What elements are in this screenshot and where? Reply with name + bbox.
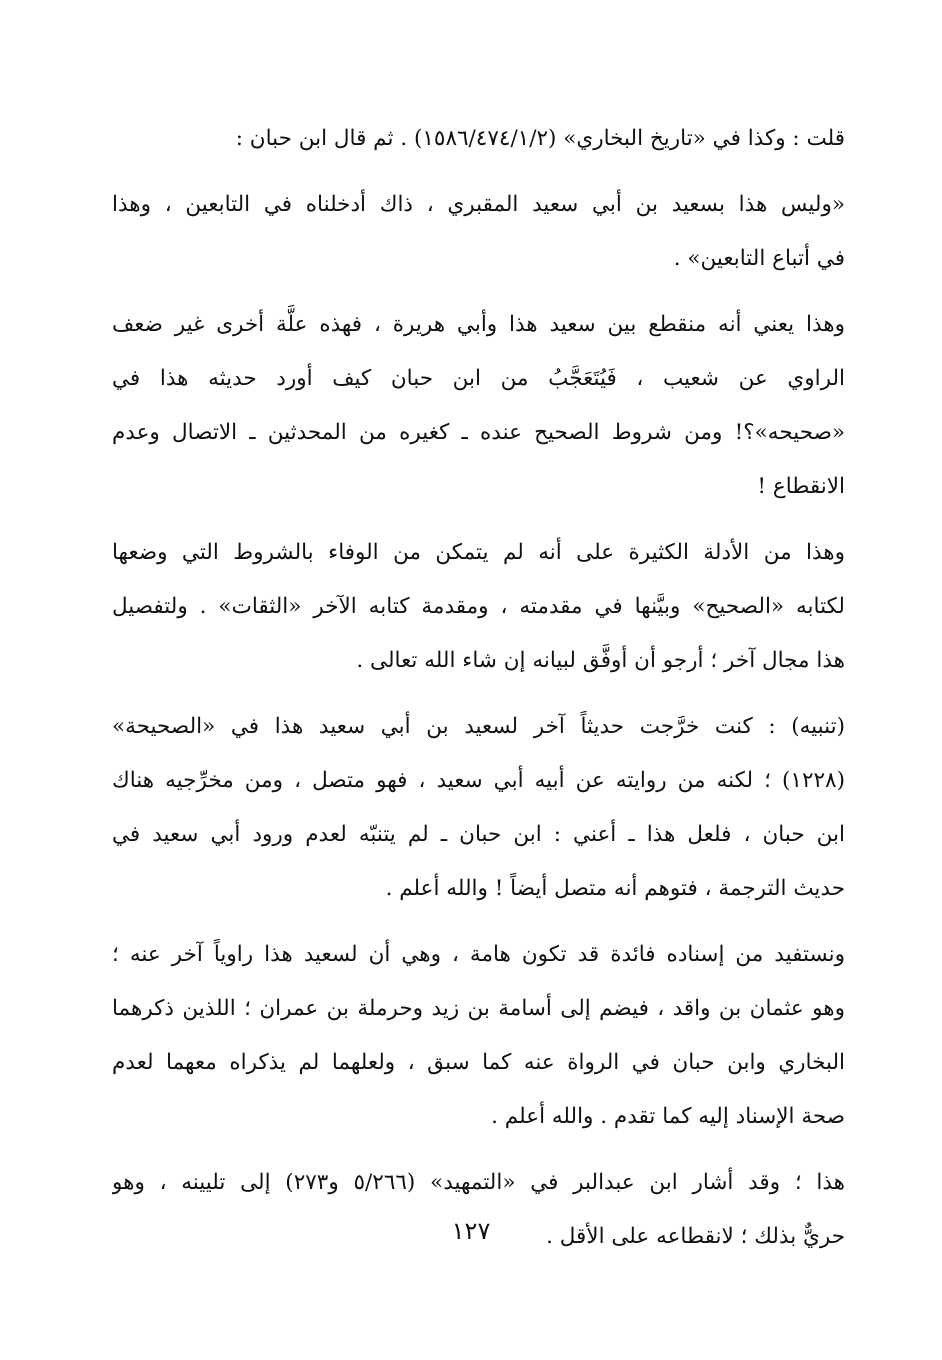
page-number: ١٢٧ xyxy=(451,1217,491,1245)
text-line: صحة الإسناد إليه كما تقدم . والله أعلم . xyxy=(491,1104,845,1129)
paragraph xyxy=(112,112,845,166)
text-line: (١٢٢٨) ؛ لكنه من روايته عن أبيه أبي سعيد ، فهو متصل ، ومن مخرِّجيه هناك xyxy=(112,768,845,793)
text-line: (تنبيه) : كنت خرَّجت حديثاً آخر لسعيد بن أبي سعيد هذا في «الصحيحة» xyxy=(112,714,845,739)
text-line: وهذا من الأدلة الكثيرة على أنه لم يتمكن من الوفاء بالشروط التي وضعها xyxy=(112,540,845,565)
text-line: في أتباع التابعين» . xyxy=(673,246,845,271)
paragraph xyxy=(112,700,845,916)
text-line: الراوي عن شعيب ، فَيُتَعَجَّبُ من ابن حبان كيف أورد حديثه هذا في xyxy=(112,366,845,391)
page-body xyxy=(112,112,845,1276)
paragraph xyxy=(112,178,845,286)
text-line: حريٌّ بذلك ؛ لانقطاعه على الأقل . xyxy=(546,1224,845,1249)
paragraph xyxy=(112,1156,845,1264)
text-line: حديث الترجمة ، فتوهم أنه متصل أيضاً ! والله أعلم . xyxy=(385,876,845,901)
paragraph xyxy=(112,526,845,688)
text-line: وهو عثمان بن واقد ، فيضم إلى أسامة بن زيد وحرملة بن عمران ؛ اللذين ذكرهما xyxy=(112,996,845,1021)
text-line: الانقطاع ! xyxy=(757,474,845,499)
text-line: ونستفيد من إسناده فائدة قد تكون هامة ، وهي أن لسعيد هذا راوياً آخر عنه ؛ xyxy=(112,942,845,967)
text-line: هذا ؛ وقد أشار ابن عبدالبر في «التمهيد» (٥/٢٦٦ و٢٧٣) إلى تليينه ، وهو xyxy=(112,1170,845,1195)
text-line: وهذا يعني أنه منقطع بين سعيد هذا وأبي هريرة ، فهذه علَّة أخرى غير ضعف xyxy=(112,312,845,337)
paragraph xyxy=(112,298,845,514)
text-line: «صحيحه»؟! ومن شروط الصحيح عنده ـ كغيره من المحدثين ـ الاتصال وعدم xyxy=(112,420,845,445)
text-line: «وليس هذا بسعيد بن أبي سعيد المقبري ، ذاك أدخلناه في التابعين ، وهذا xyxy=(112,192,845,217)
text-line: ابن حبان ، فلعل هذا ـ أعني : ابن حبان ـ لم يتنبّه لعدم ورود أبي سعيد في xyxy=(112,822,845,847)
text-line: البخاري وابن حبان في الرواة عنه كما سبق ، ولعلهما لم يذكراه معهما لعدم xyxy=(112,1050,845,1075)
text-line: هذا مجال آخر ؛ أرجو أن أوفَّق لبيانه إن شاء الله تعالى . xyxy=(356,648,845,673)
text-line: قلت : وكذا في «تاريخ البخاري» (١٥٨٦/٤٧٤/١/٢) . ثم قال ابن حبان : xyxy=(235,126,845,151)
paragraph xyxy=(112,928,845,1144)
text-line: لكتابه «الصحيح» وبيَّنها في مقدمته ، ومقدمة كتابه الآخر «الثقات» . ولتفصيل xyxy=(112,594,845,619)
